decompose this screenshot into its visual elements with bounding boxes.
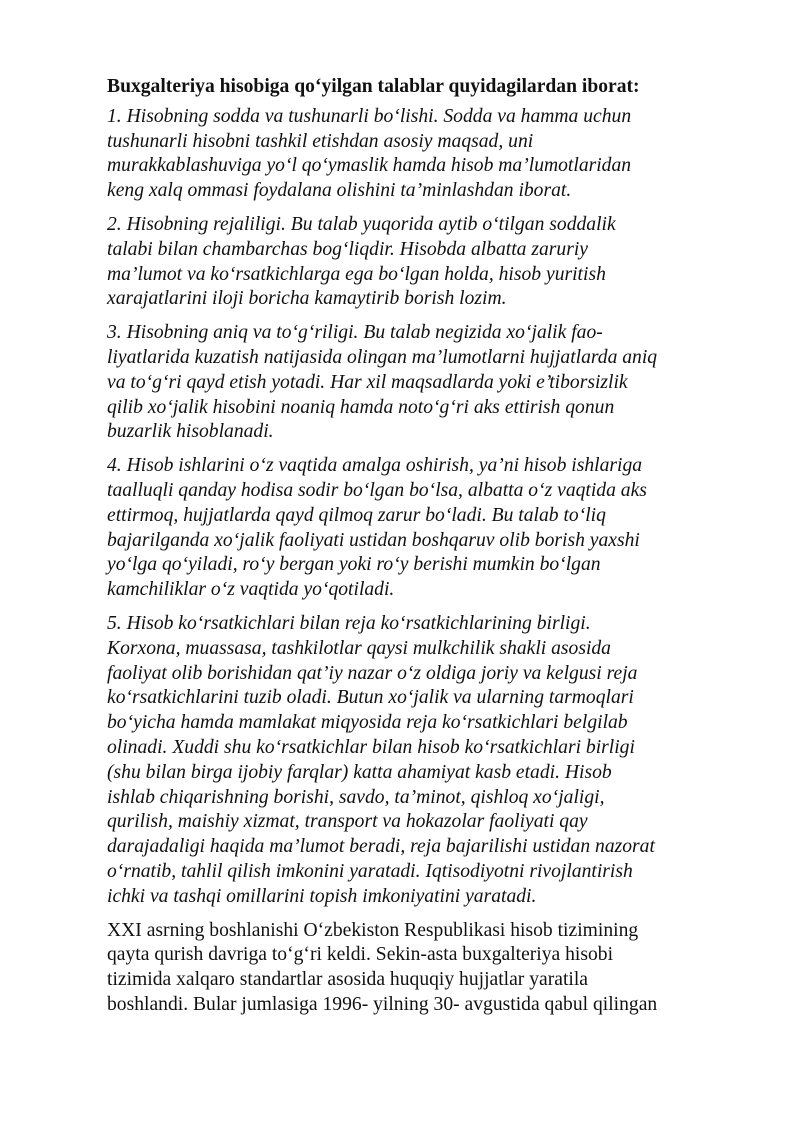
text-line: 2. Hisobning rejaliligi. Bu talab yuqorida aytib o‘tilgan soddalik (107, 213, 616, 235)
document-page (107, 75, 717, 1027)
text-line: 3. Hisobning aniq va to‘g‘riligi. Bu talab negizida xo‘jalik fao- (107, 322, 603, 344)
closing-paragraph (107, 919, 717, 1018)
text-line: ma’lumot va ko‘rsatkichlarga ega bo‘lgan holda, hisob yuritish (107, 263, 606, 285)
text-line: qilib xo‘jalik hisobini noaniq hamda noto‘g‘ri aks ettirish qonun (107, 396, 615, 418)
text-line: 5. Hisob ko‘rsatkichlari bilan reja ko‘rsatkichlarining birligi. (107, 612, 591, 634)
text-line: bajarilganda xo‘jalik faoliyati ustidan boshqaruv olib borish yaxshi (107, 529, 640, 551)
text-line: liyatlarida kuzatish natijasida olingan ma’lumotlarni hujjatlarda aniq (107, 346, 658, 368)
text-line: ishlab chiqarishning borishi, savdo, ta’minot, qishloq xo‘jaligi, (107, 786, 605, 808)
text-line: XXI asrning boshlanishi O‘zbekiston Respublikasi hisob tizimining (107, 919, 639, 941)
text-line: ichki va tashqi omillarini topish imkoniyatini yaratadi. (107, 885, 537, 907)
text-line: kamchiliklar o‘z vaqtida yo‘qotiladi. (107, 579, 395, 601)
text-line: qurilish, maishiy xizmat, transport va hokazolar faoliyati qay (107, 811, 588, 833)
text-line: olinadi. Xuddi shu ko‘rsatkichlar bilan hisob ko‘rsatkichlari birligi (107, 736, 635, 758)
text-line: Korxona, muassasa, tashkilotlar qaysi mulkchilik shakli asosida (107, 637, 611, 659)
text-line: 1. Hisobning sodda va tushunarli bo‘lishi. Sodda va hamma uchun (107, 105, 632, 127)
requirement-1 (107, 105, 717, 204)
text-line: boshlandi. Bular jumlasiga 1996- yilning 30- avgustida qabul qilingan (107, 993, 658, 1015)
requirement-5 (107, 612, 717, 910)
text-line: va to‘g‘ri qayd etish yotadi. Har xil maqsadlarda yoki e’tiborsizlik (107, 371, 628, 393)
text-line: buzarlik hisoblanadi. (107, 421, 274, 443)
text-line: faoliyat olib borishidan qat’iy nazar o‘z oldiga joriy va kelgusi reja (107, 662, 638, 684)
text-line: 4. Hisob ishlarini o‘z vaqtida amalga oshirish, ya’ni hisob ishlariga (107, 455, 643, 477)
text-line: murakkablashuviga yo‘l qo‘ymaslik hamda hisob ma’lumotlaridan (107, 155, 632, 177)
text-line: tizimida xalqaro standartlar asosida huquqiy hujjatlar yaratila (107, 969, 588, 991)
text-line: ettirmoq, hujjatlarda qayd qilmoq zarur bo‘ladi. Bu talab to‘liq (107, 504, 606, 526)
text-line: yo‘lga qo‘yiladi, ro‘y bergan yoki ro‘y berishi mumkin bo‘lgan (107, 554, 601, 576)
text-line: darajadaligi haqida ma’lumot beradi, reja bajarilishi ustidan nazorat (107, 836, 655, 858)
text-line: ko‘rsatkichlarini tuzib oladi. Butun xo‘jalik va ularning tarmoqlari (107, 687, 634, 709)
text-line: taalluqli qanday hodisa sodir bo‘lgan bo‘lsa, albatta o‘z vaqtida aks (107, 479, 647, 501)
text-line: xarajatlarini iloji boricha kamaytirib borish lozim. (107, 288, 507, 310)
text-line: talabi bilan chambarchas bog‘liqdir. Hisobda albatta zaruriy (107, 238, 588, 260)
text-line: bo‘yicha hamda mamlakat miqyosida reja ko‘rsatkichlari belgilab (107, 712, 628, 734)
text-line: (shu bilan birga ijobiy farqlar) katta ahamiyat kasb etadi. Hisob (107, 761, 612, 783)
requirement-3 (107, 321, 717, 445)
text-line: tushunarli hisobni tashkil etishdan asosiy maqsad, uni (107, 130, 534, 152)
requirement-2 (107, 213, 717, 312)
requirement-4 (107, 454, 717, 603)
text-line: qayta qurish davriga to‘g‘ri keldi. Sekin-asta buxgalteriya hisobi (107, 944, 614, 966)
text-line: keng xalq ommasi foydalana olishini ta’minlashdan iborat. (107, 180, 572, 202)
text-line: o‘rnatib, tahlil qilish imkonini yaratadi. Iqtisodiyotni rivojlantirish (107, 860, 633, 882)
document-heading: Buxgalteriya hisobiga qo‘yilgan talablar quyidagilardan iborat: (107, 76, 640, 97)
